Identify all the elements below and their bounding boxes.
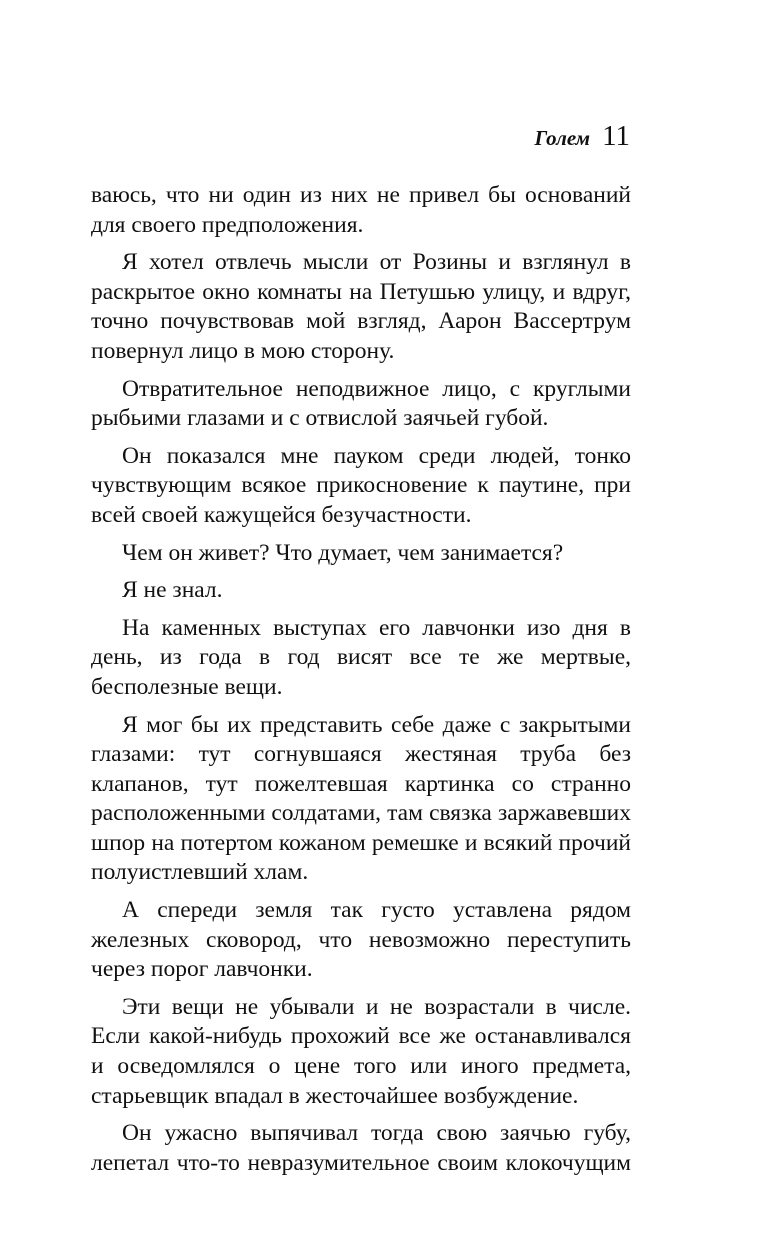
paragraph: На каменных выступах его лавчонки изо дня в день, из года в год висят все те же мертвые, бесполезные вещи. — [91, 614, 631, 700]
paragraph: А спереди земля так густо уставлена рядом железных сковород, что невозможно переступить через порог лавчонки. — [91, 897, 631, 983]
page-number: 11 — [602, 120, 630, 152]
running-head — [535, 120, 630, 153]
paragraph: Он показался мне пауком среди людей, тонко чувствующим всякое прикосновение к паутине, при всей своей кажущейся безучастности. — [91, 442, 631, 528]
paragraph: Эти вещи не убывали и не возрастали в числе. Если какой-нибудь прохожий все же останавливался и осведомлялся о цене того или иного предмета, старьевщик впадал в жесточайшее возбуждение. — [91, 993, 631, 1109]
paragraph: ваюсь, что ни один из них не привел бы оснований для своего предположения. — [91, 182, 631, 238]
paragraph: Отвратительное неподвижное лицо, с круглыми рыбьими глазами и с отвислой заячьей губой. — [91, 375, 631, 432]
paragraph: Он ужасно выпячивал тогда свою заячью губу, лепетал что-то невразумительное своим клокочущим — [91, 1120, 631, 1176]
book-title: Голем — [534, 126, 591, 150]
paragraph: Чем он живет? Что думает, чем занимается? — [122, 539, 564, 566]
paragraph: Я мог бы их представить себе даже с закрытыми глазами: тут согнувшаяся жестяная труба без клапанов, тут пожелтевшая картинка со странно расположенными солдатами, там связка заржавевших шпор на потертом кожаном ремешке и всякий прочий полуистлевший хлам. — [91, 711, 631, 886]
paragraph: Я не знал. — [122, 577, 223, 604]
paragraph: Я хотел отвлечь мысли от Розины и взглянул в раскрытое окно комнаты на Петушью улицу, и вдруг, точно почувствовав мой взгляд, Аарон Вассертрум повернул лицо в мою сторону. — [91, 249, 631, 364]
page-body-text — [91, 181, 631, 1186]
